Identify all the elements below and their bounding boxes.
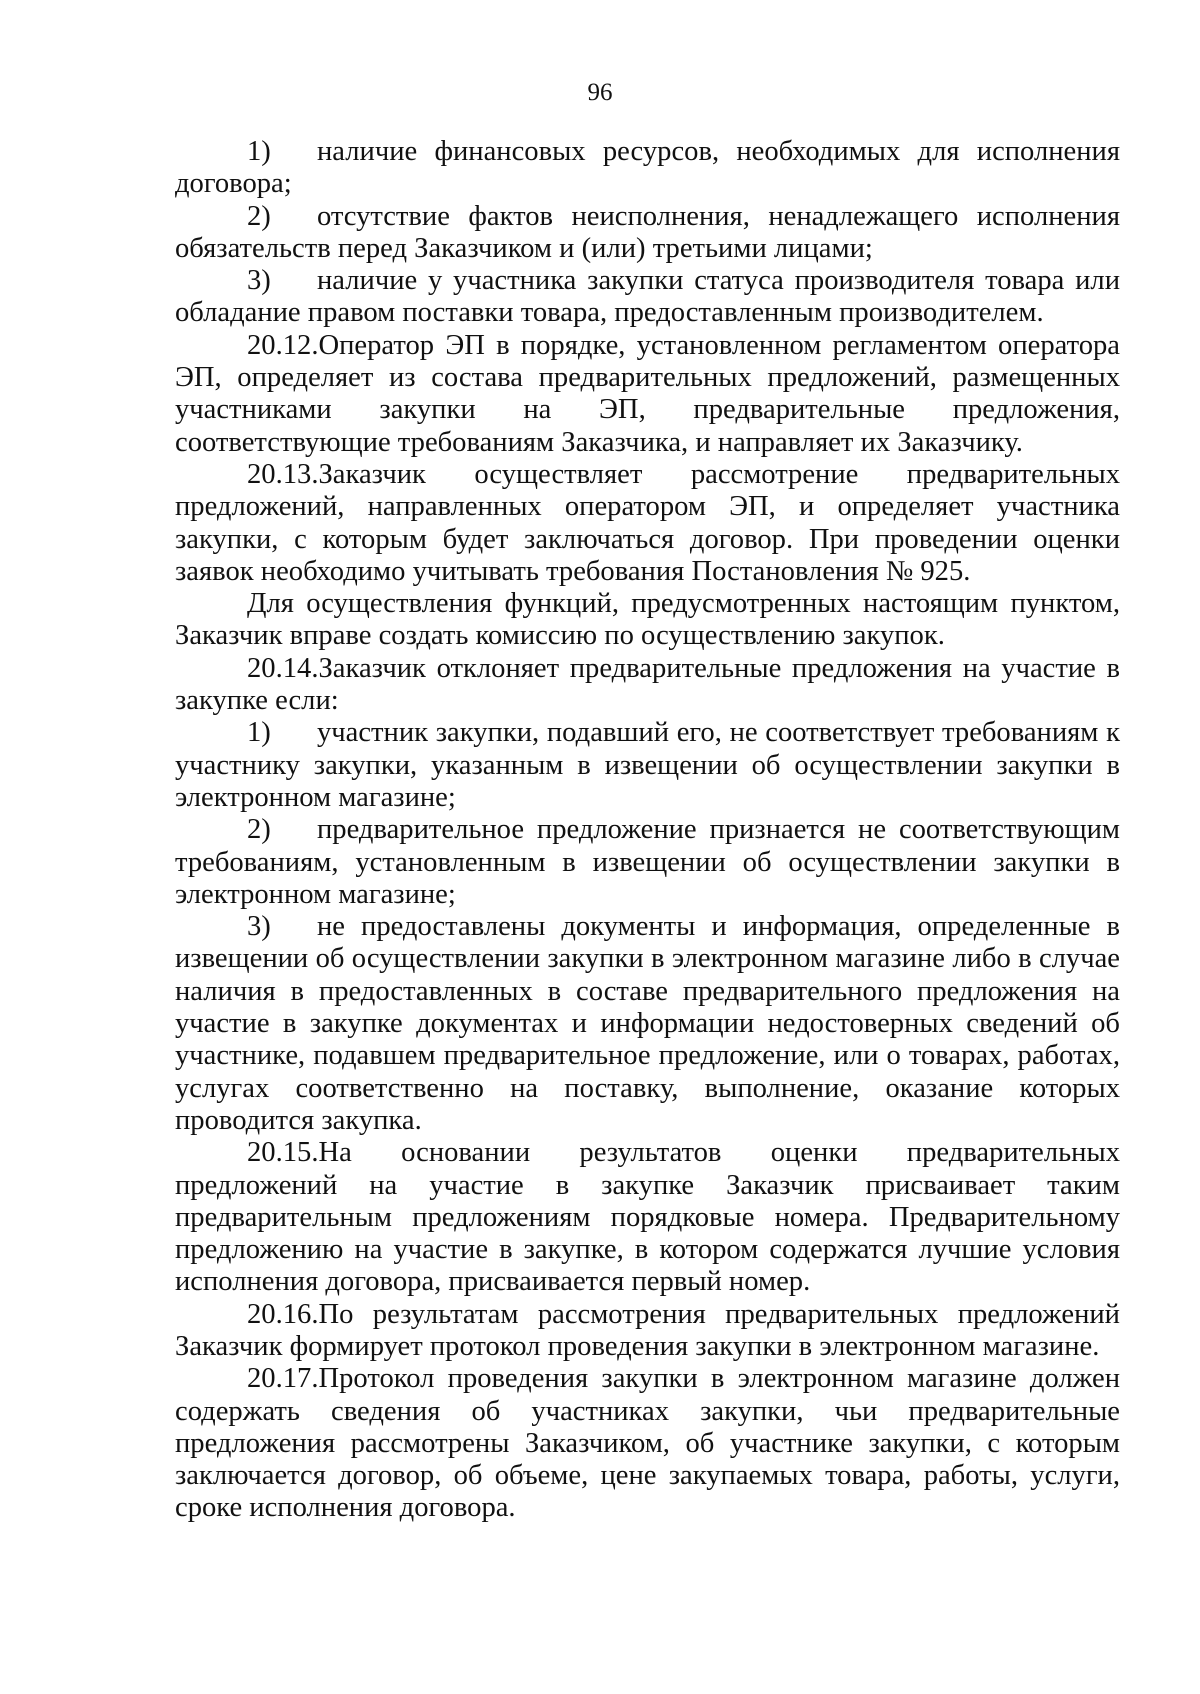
list-item: [175, 717, 1120, 814]
list-item: [175, 911, 1120, 1137]
list-text: участник закупки, подавший его, не соответствует требованиям к участнику закупки, указанным в извещении об осуществлении закупки в электронном магазине;: [175, 717, 1120, 813]
list-number: 3): [247, 911, 271, 943]
list-text: отсутствие фактов неисполнения, ненадлежащего исполнения обязательств перед Заказчиком и (или) третьими лицами;: [175, 200, 1120, 264]
paragraph-20-12: 20.12.Оператор ЭП в порядке, установленном регламентом оператора ЭП, определяет из состава предварительных предложений, размещенных участниками закупки на ЭП, предварительные предложения, соответствующие требованиям Заказчика, и направляет их Заказчику.: [175, 329, 1120, 458]
list-number: 1): [247, 136, 271, 167]
list-text: наличие у участника закупки статуса производителя товара или обладание правом поставки товара, предоставленным производителем.: [175, 265, 1120, 329]
list-text: не предоставлены документы и информация, определенные в извещении об осуществлении закупки в электронном магазине либо в случае наличия в предоставленных в составе предварительного предложения на участие в закупке документах и информации недостоверных сведений об участнике, подавшем предварительное предложение, или о товарах, работах, услугах соответственно на поставку, выполнение, оказание которых проводится закупка.: [175, 911, 1120, 1136]
paragraph-20-17: 20.17.Протокол проведения закупки в электронном магазине должен содержать сведения об участниках закупки, чьи предварительные предложения рассмотрены Заказчиком, об участнике закупки, с которым заключается договор, об объеме, цене закупаемых товара, работы, услуги, сроке исполнения договора.: [175, 1363, 1120, 1524]
paragraph-20-15: 20.15.На основании результатов оценки предварительных предложений на участие в закупке Заказчик присваивает таким предварительным предложениям порядковые номера. Предварительному предложению на участие в закупке, в котором содержатся лучшие условия исполнения договора, присваивается первый номер.: [175, 1137, 1120, 1298]
list-number: 2): [247, 200, 271, 232]
list-number: 2): [247, 814, 271, 846]
list-number: 3): [247, 265, 271, 297]
list-item: [175, 814, 1120, 911]
paragraph-commission: Для осуществления функций, предусмотренных настоящим пунктом, Заказчик вправе создать комиссию по осуществлению закупок.: [175, 588, 1120, 652]
paragraph-20-14: 20.14.Заказчик отклоняет предварительные предложения на участие в закупке если:: [175, 652, 1120, 717]
list-item: [175, 136, 1120, 201]
page-number: 96: [587, 79, 613, 106]
list-text: предварительное предложение признается не соответствующим требованиям, установленным в извещении об осуществлении закупки в электронном магазине;: [175, 814, 1120, 910]
paragraph-20-16: 20.16.По результатам рассмотрения предварительных предложений Заказчик формирует протокол проведения закупки в электронном магазине.: [175, 1298, 1120, 1362]
list-text: наличие финансовых ресурсов, необходимых для исполнения договора;: [175, 136, 1120, 200]
paragraph-20-13: 20.13.Заказчик осуществляет рассмотрение предварительных предложений, направленных оператором ЭП, и определяет участника закупки, с которым будет заключаться договор. При проведении оценки заявок необходимо учитывать требования Постановления № 925.: [175, 458, 1120, 587]
list-number: 1): [247, 717, 271, 749]
list-item: [175, 265, 1120, 330]
document-body: [175, 136, 1120, 1525]
list-item: [175, 201, 1120, 266]
